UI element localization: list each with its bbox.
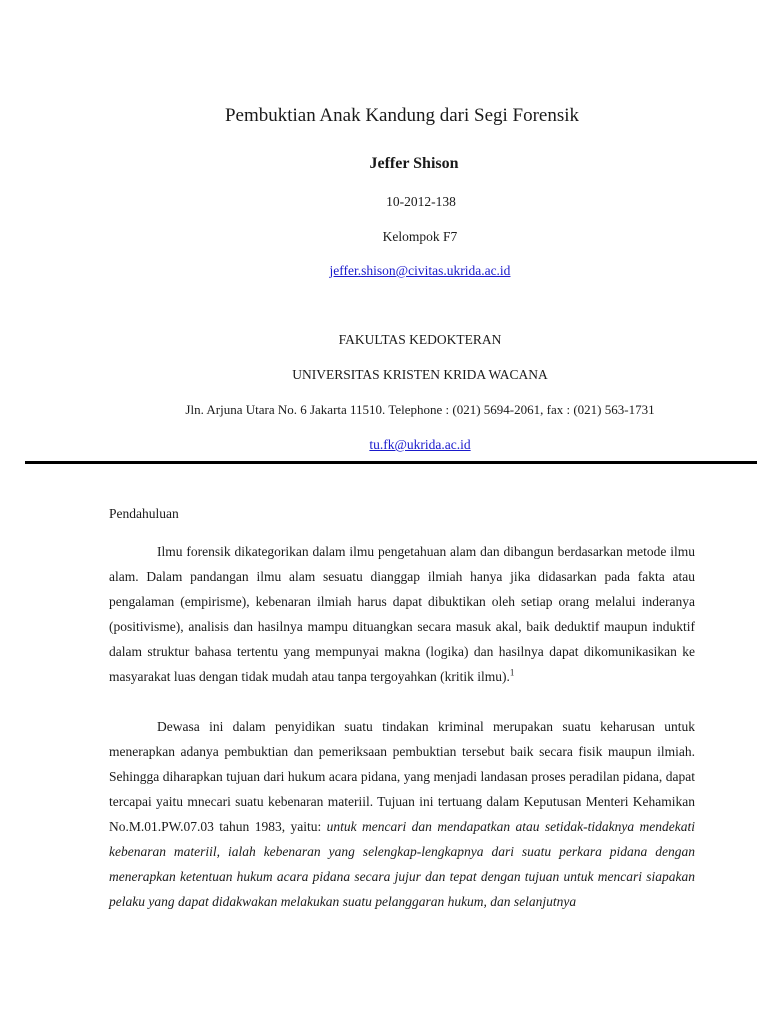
group-label: Kelompok F7 — [382, 229, 458, 244]
header-divider — [25, 461, 757, 464]
university-address: Jln. Arjuna Utara No. 6 Jakarta 11510. Telephone : (021) 5694-2061, fax : (021) 563-1731 — [185, 402, 655, 417]
paragraph-1-text — [109, 539, 695, 689]
author-email-link[interactable]: jeffer.shison@civitas.ukrida.ac.id — [329, 263, 511, 278]
footnote-marker[interactable]: 1 — [509, 667, 515, 678]
section-heading: Pendahuluan — [109, 506, 179, 521]
paragraph-1 — [109, 539, 695, 689]
faculty-name: FAKULTAS KEDOKTERAN — [338, 332, 502, 347]
university-name: UNIVERSITAS KRISTEN KRIDA WACANA — [292, 367, 548, 382]
paragraph-2-text — [109, 714, 695, 914]
student-id: 10-2012-138 — [386, 194, 456, 209]
faculty-email-link[interactable]: tu.fk@ukrida.ac.id — [369, 437, 471, 452]
faculty-email-line — [36, 436, 768, 454]
paragraph-1-body: Ilmu forensik dikategorikan dalam ilmu pengetahuan alam dan dibangun berdasarkan metode ilmu alam. Dalam pandangan ilmu alam sesuatu dianggap ilmiah hanya jika didasarkan pada fakta atau pengalaman (empirisme), kebenaran ilmiah harus dapat dibuktikan oleh setiap orang melalui inderanya (positivisme), analisis dan hasilnya mampu dituangkan secara masuk akal, baik deduktif maupun induktif dalam struktur bahasa tertentu yang mempunyai makna (logika) dan hasilnya dapat dikomunikasikan ke masyarakat luas dengan tidak mudah atau tanpa tergoyahkan (kritik ilmu). — [109, 544, 695, 684]
document-title: Pembuktian Anak Kandung dari Segi Forensik — [224, 105, 580, 126]
paragraph-2-italic-quote: untuk mencari dan mendapatkan atau setidak-tidaknya mendekati kebenaran materiil, ialah kebenaran yang selengkap-lengkapnya dari suatu perkara pidana dengan menerapkan ketentuan hukum acara pidana secara jujur dan tepat dengan tujuan untuk mencari siapakan pelaku yang dapat didakwakan melakukan suatu pelanggaran hukum, dan selanjutnya — [109, 819, 695, 909]
paragraph-2-body: Dewasa ini dalam penyidikan suatu tindakan kriminal merupakan suatu keharusan untuk menerapkan adanya pembuktian dan pemeriksaan pembuktian tersebut baik secara fisik maupun ilmiah. Sehingga diharapkan tujuan dari hukum acara pidana, yang menjadi landasan proses peradilan pidana, dapat tercapai yaitu mnecari suatu kebenaran materiil. Tujuan ini tertuang dalam Keputusan Menteri Kehamikan No.M.01.PW.07.03 tahun 1983, yaitu: — [109, 719, 695, 834]
author-name: Jeffer Shison — [369, 155, 459, 172]
author-email-line — [36, 262, 768, 280]
paragraph-2 — [109, 714, 695, 914]
